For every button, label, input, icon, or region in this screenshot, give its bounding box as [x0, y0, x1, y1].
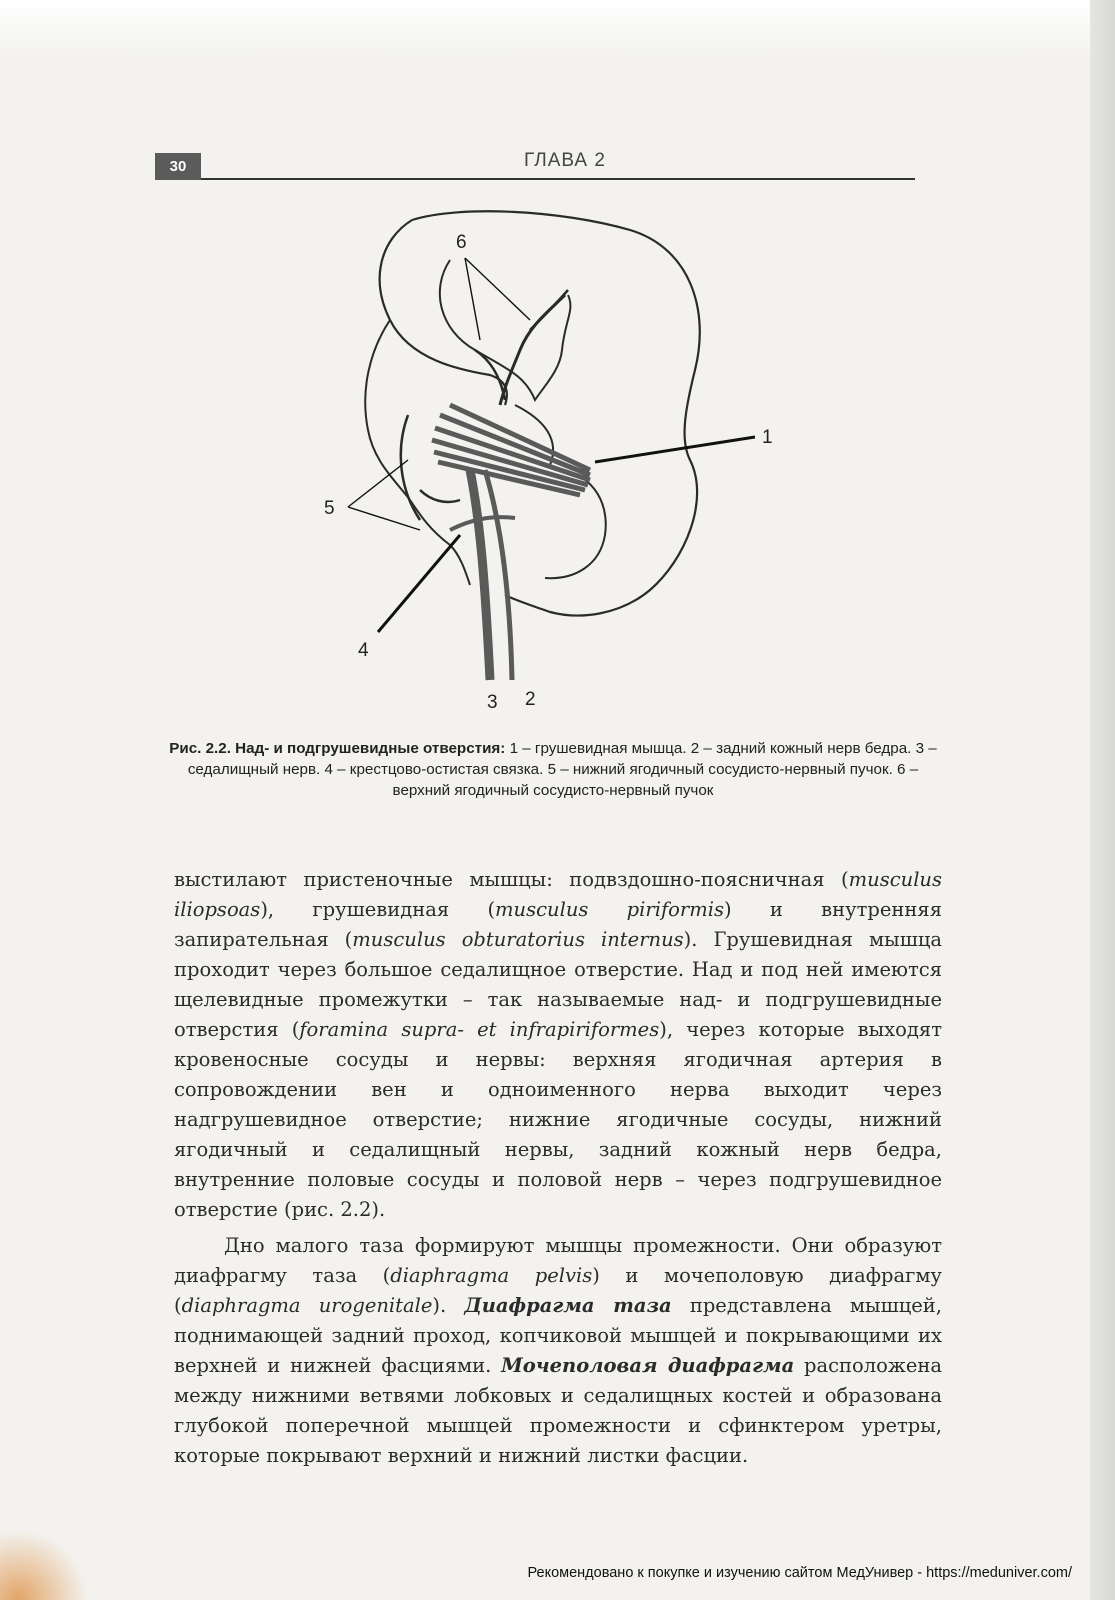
- label-4: 4: [358, 640, 369, 661]
- header-rule: [201, 178, 915, 180]
- body-text: [174, 865, 942, 1471]
- latin-term: musculus obturatorius internus: [352, 928, 684, 951]
- latin-term: foramina supra- et infrapiriformes: [299, 1018, 660, 1041]
- ilium-wing: [440, 260, 571, 400]
- leader-5a: [348, 460, 408, 507]
- latin-term: musculus piriformis: [495, 898, 724, 921]
- latin-term: musculus iliopsoas: [174, 868, 942, 921]
- sciatic-nerve: [470, 470, 490, 680]
- text-run: ) и мочеполовую диафрагму (: [174, 1264, 942, 1317]
- text-run: ), через которые выходят кровеносные сосуды и нервы: верхняя ягодичная артерия в сопровождении вен и одноименного нерва выходит через надгрушевидное отверстие; нижние ягодичные сосуды, нижний ягодичный и седалищный нервы, задний кожный нерв бедра, внутренние половые сосуды и половой нерв – через подгрушевидное отверстие (рис. 2.2).: [174, 1018, 942, 1221]
- caption-text: 1 – грушевидная мышца. 2 – задний кожный нерв бедра. 3 – седалищный нерв. 4 – крестцово-остистая связка. 5 – нижний ягодичный сосудисто-нервный пучок. 6 – верхний ягодичный сосудисто-нервный пучок: [187, 740, 937, 799]
- superior-gluteal-vessel-2: [530, 290, 568, 330]
- leader-4: [378, 535, 460, 632]
- text-run: ).: [432, 1294, 465, 1317]
- latin-term: diaphragma pelvis: [390, 1264, 593, 1287]
- label-6: 6: [456, 232, 467, 253]
- inferior-gluteal-vessel-1: [401, 415, 420, 520]
- text-run: выстилают пристеночные мышцы: подвздошно-поясничная (: [174, 868, 849, 891]
- page-number: 30: [155, 153, 201, 180]
- ilium-outline: [412, 211, 700, 615]
- sacrum-edge: [365, 320, 470, 585]
- running-header: [155, 150, 915, 184]
- leader-1: [595, 437, 755, 462]
- page-top-shadow: [0, 0, 1115, 60]
- chapter-title: ГЛАВА 2: [524, 150, 606, 171]
- footer-note: Рекомендовано к покупке и изучению сайтом МедУнивер - https://meduniver.com/: [527, 1565, 1072, 1581]
- text-run: ). Грушевидная мышца проходит через большое седалищное отверстие. Над и под ней имеются щелевидные промежутки – так называемые над- и подгрушевидные отверстия (: [174, 928, 942, 1041]
- text-run: расположена между нижними ветвями лобковых и седалищных костей и образована глубокой поперечной мышцей промежности и сфинктером уретры, которые покрывают верхний и нижний листки фасции.: [174, 1354, 942, 1467]
- superior-gluteal-vessel-1: [500, 295, 565, 405]
- emphasis-term: Мочеполовая диафрагма: [501, 1354, 795, 1377]
- leader-5b: [348, 507, 420, 530]
- text-run: ), грушевидная (: [260, 898, 496, 921]
- text-run: Дно малого таза формируют мышцы промежности. Они образуют диафрагму таза (: [174, 1234, 942, 1287]
- anatomy-figure: [300, 200, 820, 720]
- caption-lead: Рис. 2.2. Над- и подгрушевидные отверстия:: [169, 740, 506, 757]
- figure-caption: [163, 738, 943, 801]
- piriformis-fibres: [432, 405, 590, 495]
- emphasis-term: Диафрагма таза: [464, 1294, 672, 1317]
- paragraph-2: [174, 1231, 942, 1471]
- page-edge: [1090, 0, 1115, 1600]
- text-run: представлена мышцей, поднимающей задний проход, копчиковой мышцей и покрывающими их верхней и нижней фасциями.: [174, 1294, 942, 1377]
- label-1: 1: [762, 427, 773, 448]
- paragraph-1: [174, 865, 942, 1225]
- latin-term: diaphragma urogenitale: [181, 1294, 433, 1317]
- label-3: 3: [487, 692, 498, 713]
- text-run: ) и внутренняя запирательная (: [174, 898, 943, 951]
- corner-stain: [0, 1520, 90, 1600]
- pelvis-illustration: [300, 200, 820, 720]
- label-5: 5: [324, 498, 335, 519]
- inferior-gluteal-vessel-2: [420, 490, 460, 502]
- label-2: 2: [525, 689, 536, 710]
